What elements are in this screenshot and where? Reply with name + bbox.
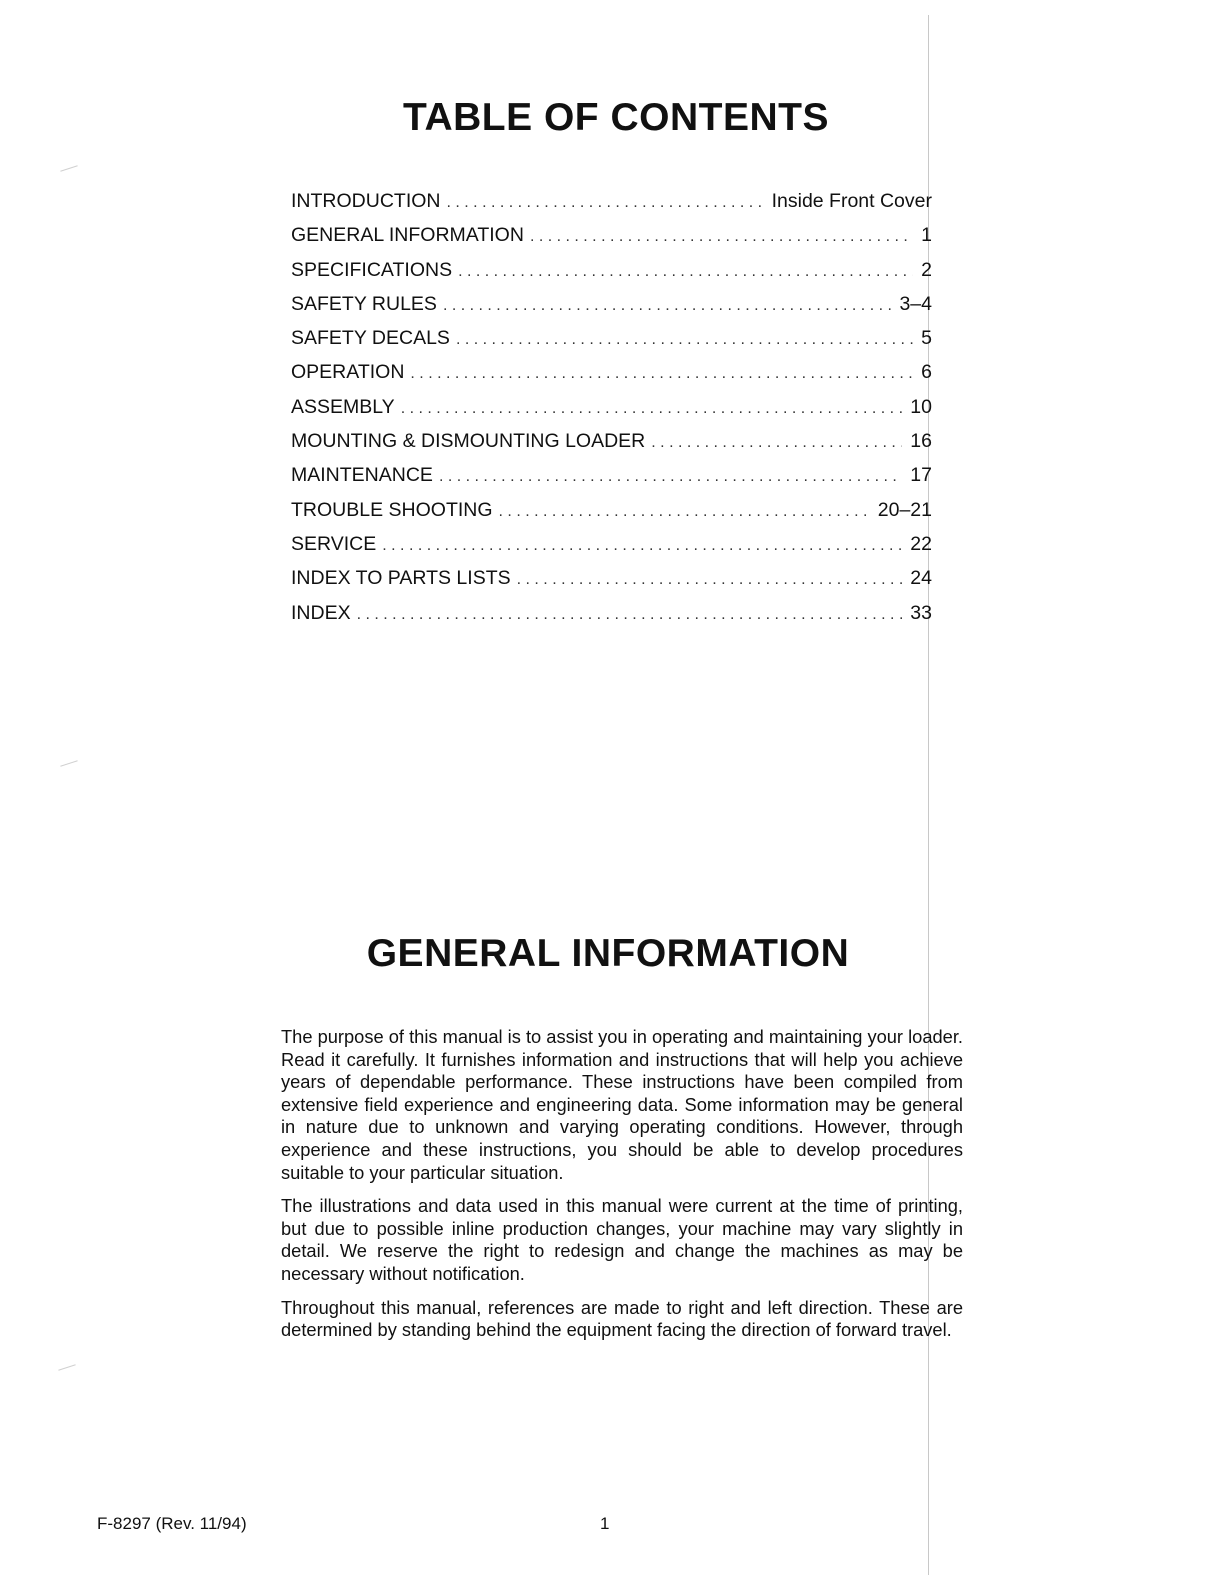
toc-entry [291, 218, 932, 252]
toc-entry-page: 6 [921, 361, 932, 384]
toc-entry [291, 321, 932, 355]
toc-entry-page: 10 [910, 395, 932, 418]
toc-entry-page: 33 [910, 601, 932, 624]
page-number: 1 [600, 1514, 610, 1533]
paragraph: Throughout this manual, references are made to right and left direction. These are determined by standing behind the equipment facing the direction of forward travel. [281, 1296, 963, 1341]
dot-leader [458, 255, 913, 289]
scan-mark [60, 760, 77, 767]
toc-entry [291, 355, 932, 389]
toc-entry-page: 22 [910, 532, 932, 555]
dot-leader [410, 357, 913, 391]
toc-entry-label: SAFETY DECALS [291, 327, 450, 350]
scan-mark [60, 165, 77, 172]
toc-entry [291, 493, 932, 527]
toc-title: TABLE OF CONTENTS [403, 96, 829, 140]
toc-entry-page: 20–21 [877, 498, 932, 521]
scan-mark [58, 1364, 75, 1371]
toc-entry-page: 24 [910, 567, 932, 590]
general-information-body [281, 1026, 963, 1353]
toc-entry-page: 17 [910, 464, 932, 487]
toc-entry-page: 16 [910, 430, 932, 453]
dot-leader [357, 598, 903, 632]
toc-entry-page: 1 [921, 224, 932, 247]
dot-leader [439, 460, 902, 494]
general-information-title: GENERAL INFORMATION [366, 932, 850, 976]
dot-leader [651, 426, 902, 460]
toc-entry-label: MAINTENANCE [291, 464, 433, 487]
dot-leader [443, 289, 892, 323]
dot-leader [382, 529, 902, 563]
dot-leader [517, 563, 903, 597]
dot-leader [447, 186, 764, 220]
toc-entry-label: SERVICE [291, 532, 377, 555]
toc-entry [291, 184, 932, 218]
paragraph: The illustrations and data used in this manual were current at the time of printing, but due to possible inline production changes, your machine may vary slightly in detail. We reserve the right to redesign and change the machines as may be necessary without notification. [281, 1195, 963, 1284]
toc-entry-page: 3–4 [899, 292, 932, 315]
form-number: F-8297 (Rev. 11/94) [97, 1514, 247, 1533]
toc-entry-label: INTRODUCTION [291, 190, 441, 212]
toc-entry-label: OPERATION [291, 361, 405, 384]
dot-leader [499, 495, 870, 529]
toc-entry [291, 424, 932, 458]
toc-entry [291, 253, 932, 287]
table-of-contents [291, 184, 932, 630]
toc-entry [291, 458, 932, 492]
toc-entry-label: GENERAL INFORMATION [291, 224, 524, 247]
toc-entry [291, 527, 932, 561]
toc-entry-label: MOUNTING & DISMOUNTING LOADER [291, 430, 646, 453]
dot-leader [401, 392, 903, 426]
toc-entry-label: INDEX TO PARTS LISTS [291, 567, 511, 590]
dot-leader [456, 323, 913, 357]
toc-entry-page: 5 [921, 327, 932, 350]
paragraph: The purpose of this manual is to assist you in operating and maintaining your loader. Read it carefully. It furnishes information and instructions that will help you achieve years of dependable performance. These instructions have been compiled from extensive field experience and engineering data. Some information may be general in nature due to unknown and varying operating conditions. However, through experience and these instructions, you should be able to develop procedures suitable to your particular situation. [281, 1026, 963, 1183]
toc-entry-page: Inside Front Cover [771, 190, 932, 212]
toc-entry [291, 287, 932, 321]
dot-leader [530, 220, 913, 254]
toc-entry-label: SPECIFICATIONS [291, 258, 453, 281]
toc-entry-page: 2 [921, 258, 932, 281]
toc-entry-label: INDEX [291, 601, 351, 624]
toc-entry [291, 596, 932, 630]
toc-entry-label: TROUBLE SHOOTING [291, 498, 493, 521]
toc-entry [291, 390, 932, 424]
toc-entry-label: ASSEMBLY [291, 395, 395, 418]
toc-entry-label: SAFETY RULES [291, 292, 437, 315]
toc-entry [291, 561, 932, 595]
